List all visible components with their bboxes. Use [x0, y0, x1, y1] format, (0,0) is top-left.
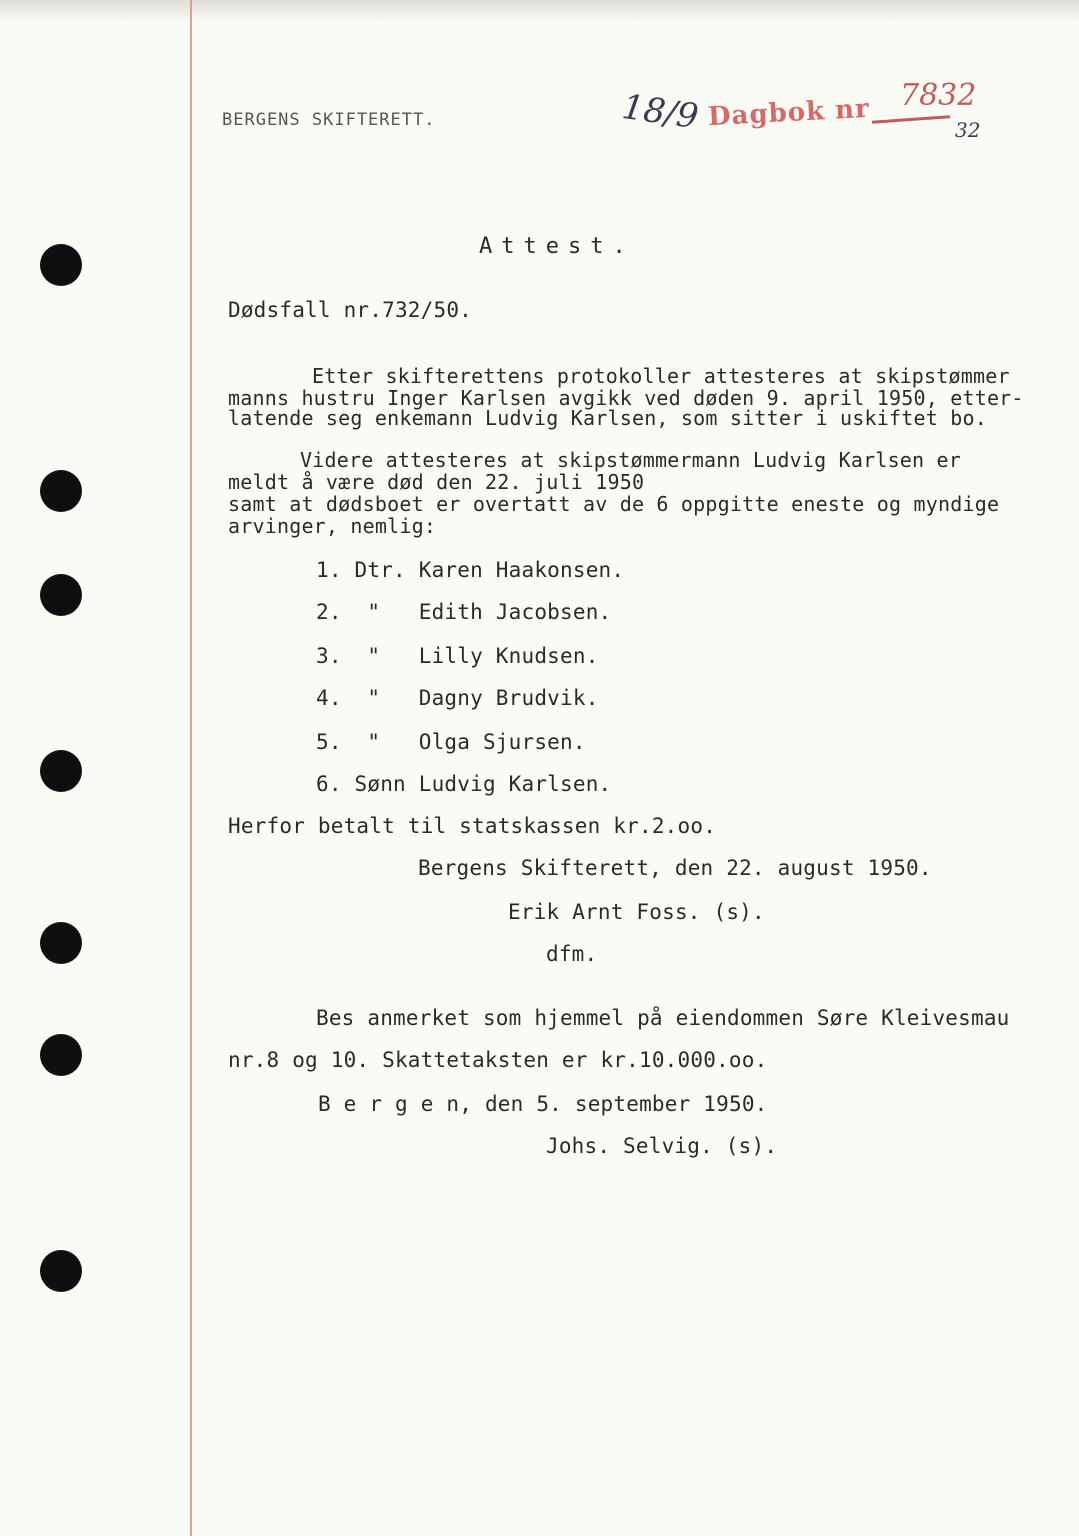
paragraph-line: arvinger, nemlig: — [228, 514, 437, 538]
paragraph-line: Etter skifterettens protokoller attesteres at skipstømmer — [312, 364, 1010, 388]
heir-item: 3. " Lilly Knudsen. — [316, 644, 599, 668]
punch-hole — [40, 1250, 82, 1292]
final-place-date: B e r g e n, den 5. september 1950. — [318, 1092, 768, 1116]
annotation-line: Bes anmerket som hjemmel på eiendommen Søre Kleivesmau — [316, 1006, 1010, 1030]
heir-item: 5. " Olga Sjursen. — [316, 730, 586, 754]
heir-item: 6. Sønn Ludvig Karlsen. — [316, 772, 612, 796]
punch-hole — [40, 750, 82, 792]
dagbok-suffix: 32 — [955, 118, 981, 142]
court-signature-name: Erik Arnt Foss. (s). — [508, 900, 765, 924]
court-header: BERGENS SKIFTERETT. — [222, 110, 436, 130]
fee-line: Herfor betalt til statskassen kr.2.oo. — [228, 814, 717, 838]
punch-hole — [40, 922, 82, 964]
final-signature: Johs. Selvig. (s). — [546, 1134, 778, 1158]
punch-hole — [40, 574, 82, 616]
paragraph-line: manns hustru Inger Karlsen avgikk ved døden 9. april 1950, etter- — [228, 386, 1024, 410]
margin-line — [190, 0, 192, 1536]
dagbok-stamp: Dagbok nr — [707, 93, 871, 133]
stamp-underline — [872, 115, 950, 123]
page-top-shadow — [0, 0, 1079, 22]
annotation-line: nr.8 og 10. Skattetaksten er kr.10.000.oo. — [228, 1048, 768, 1072]
dagbok-number: 7832 — [900, 78, 977, 113]
case-number: Dødsfall nr.732/50. — [228, 298, 473, 322]
punch-hole — [40, 244, 82, 286]
court-signature-initials: dfm. — [546, 942, 598, 966]
heir-item: 2. " Edith Jacobsen. — [316, 600, 612, 624]
document-title: Attest. — [479, 234, 635, 259]
paragraph-line: Videre attesteres at skipstømmermann Ludvig Karlsen er — [300, 448, 962, 472]
paragraph-line: meldt å være død den 22. juli 1950 — [228, 470, 645, 494]
paragraph-line: samt at dødsboet er overtatt av de 6 oppgitte eneste og myndige — [228, 492, 1000, 516]
paragraph-line: latende seg enkemann Ludvig Karlsen, som sitter i uskiftet bo. — [228, 406, 987, 430]
punch-hole — [40, 1034, 82, 1076]
handwritten-date: 18/9 — [619, 86, 701, 138]
court-signature-place: Bergens Skifterett, den 22. august 1950. — [418, 856, 932, 880]
heir-item: 1. Dtr. Karen Haakonsen. — [316, 558, 625, 582]
heir-item: 4. " Dagny Brudvik. — [316, 686, 599, 710]
punch-hole — [40, 470, 82, 512]
